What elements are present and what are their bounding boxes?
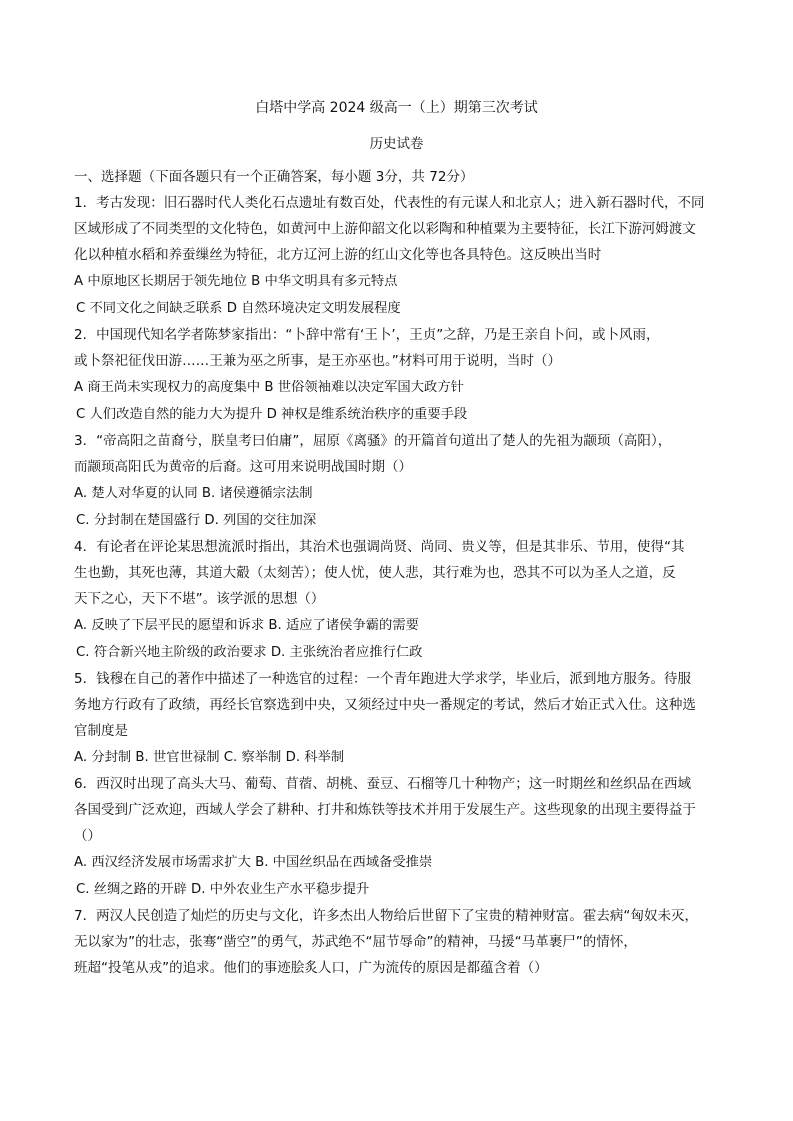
question-7 — [74, 903, 722, 981]
question-text-line: 班超“投笔从戎”的追求。他们的事迹脍炙人口，广为流传的原因是都蕴含着（） — [74, 960, 548, 976]
page-title: 白塔中学高 2024 级高一（上）期第三次考试 — [255, 100, 538, 116]
question-text-line: 2．中国现代知名学者陈梦家指出：“卜辞中常有‘王卜’，王贞”之辞，乃是王亲自卜问，或卜风雨， — [74, 327, 660, 343]
question-text-line: 化以种植水稻和养蚕缫丝为特征，北方辽河上游的红山文化等也各具特色。这反映出当时 — [74, 247, 602, 263]
answer-options: A 中原地区长期居于领先地位 B 中华文明具有多元特点 — [74, 274, 398, 289]
question-text-line: 天下之心，天下不堪”。该学派的思想（） — [74, 591, 325, 607]
question-text-line: 区域形成了不同类型的文化特色，如黄河中上游仰韶文化以彩陶和种植粟为主要特征，长江下游河姆渡文 — [74, 221, 696, 237]
question-5 — [74, 666, 722, 771]
answer-options: A. 楚人对华夏的认同 B. 诸侯遵循宗法制 — [74, 486, 313, 501]
exam-content — [74, 164, 722, 981]
question-4 — [74, 534, 722, 666]
answer-options: A 商王尚未实现权力的高度集中 B 世俗领袖难以决定军国大政方针 — [74, 380, 464, 395]
page-subtitle: 历史试卷 — [369, 136, 424, 152]
question-text-line: 6．西汉时出现了高头大马、葡萄、苜蓿、胡桃、蚕豆、石榴等几十种物产；这一时期丝和丝织品在西域 — [74, 776, 692, 792]
question-text-line: 7．两汉人民创造了灿烂的历史与文化，许多杰出人物给后世留下了宝贵的精神财富。霍去病“匈奴未灭， — [74, 908, 699, 924]
question-text-line: 4．有论者在评论某思想流派时指出，其治术也强调尚贤、尚同、贵义等，但是其非乐、节用，使得“其 — [74, 539, 685, 555]
answer-options: A. 分封制 B. 世官世禄制 C. 察举制 D. 科举制 — [74, 750, 345, 765]
question-text-line: 1．考古发现：旧石器时代人类化石点遗址有数百处，代表性的有元谋人和北京人；进入新石器时代，不同 — [74, 195, 705, 211]
question-text-line: 3．“帝高阳之苗裔兮，朕皇考曰伯庸”，屈原《离骚》的开篇首句道出了楚人的先祖为颛顼（高阳）， — [74, 433, 672, 449]
question-3 — [74, 428, 722, 534]
question-text-line: 务地方行政有了政绩，再经长官察选到中央，又须经过中央一番规定的考试，然后才始正式入仕。这种选 — [74, 697, 696, 713]
question-6 — [74, 771, 722, 903]
question-2 — [74, 322, 722, 428]
section-heading: 一、选择题（下面各题只有一个正确答案，每小题 3分，共 72分） — [74, 169, 474, 185]
question-text-line: 而颛顼高阳氏为黄帝的后裔。这可用来说明战国时期（） — [74, 459, 412, 475]
answer-options: C. 符合新兴地主阶级的政治要求 D. 主张统治者应推行仁政 — [76, 645, 423, 660]
answer-options: A. 反映了下层平民的愿望和诉求 B. 适应了诸侯争霸的需要 — [74, 618, 419, 633]
answer-options: C 不同文化之间缺乏联系 D 自然环境决定文明发展程度 — [76, 301, 401, 316]
answer-options: C. 分封制在楚国盛行 D. 列国的交往加深 — [76, 513, 317, 528]
question-text-line: 生也勤，其死也薄，其道大觳（太刻苦）；使人忧，使人悲，其行难为也，恐其不可以为圣人之道，反 — [74, 565, 676, 581]
answer-options: C 人们改造自然的能力大为提升 D 神权是维系统治秩序的重要手段 — [76, 407, 468, 422]
question-text-line: 5．钱穆在自己的著作中描述了一种选官的过程：一个青年跑进大学求学，毕业后，派到地方服务。待服 — [74, 671, 692, 687]
question-text-line: 各国受到广泛欢迎，西域人学会了耕种、打井和炼铁等技术并用于发展生产。这些现象的出现主要得益于 — [74, 802, 696, 818]
answer-options: C. 丝绸之路的开辟 D. 中外农业生产水平稳步提升 — [76, 882, 370, 897]
question-text-line: （） — [74, 828, 102, 844]
question-text-line: 无以家为”的壮志，张骞“凿空”的勇气，苏武绝不“屈节辱命”的精神，马援“马革裹尸”的情怀， — [74, 934, 637, 950]
question-1 — [74, 190, 722, 322]
question-text-line: 官制度是 — [74, 723, 129, 739]
question-text-line: 或卜祭祀征伐田游……王兼为巫之所事，是王亦巫也。”材料可用于说明，当时（） — [74, 353, 561, 369]
answer-options: A. 西汉经济发展市场需求扩大 B. 中国丝织品在西域备受推崇 — [74, 855, 433, 870]
